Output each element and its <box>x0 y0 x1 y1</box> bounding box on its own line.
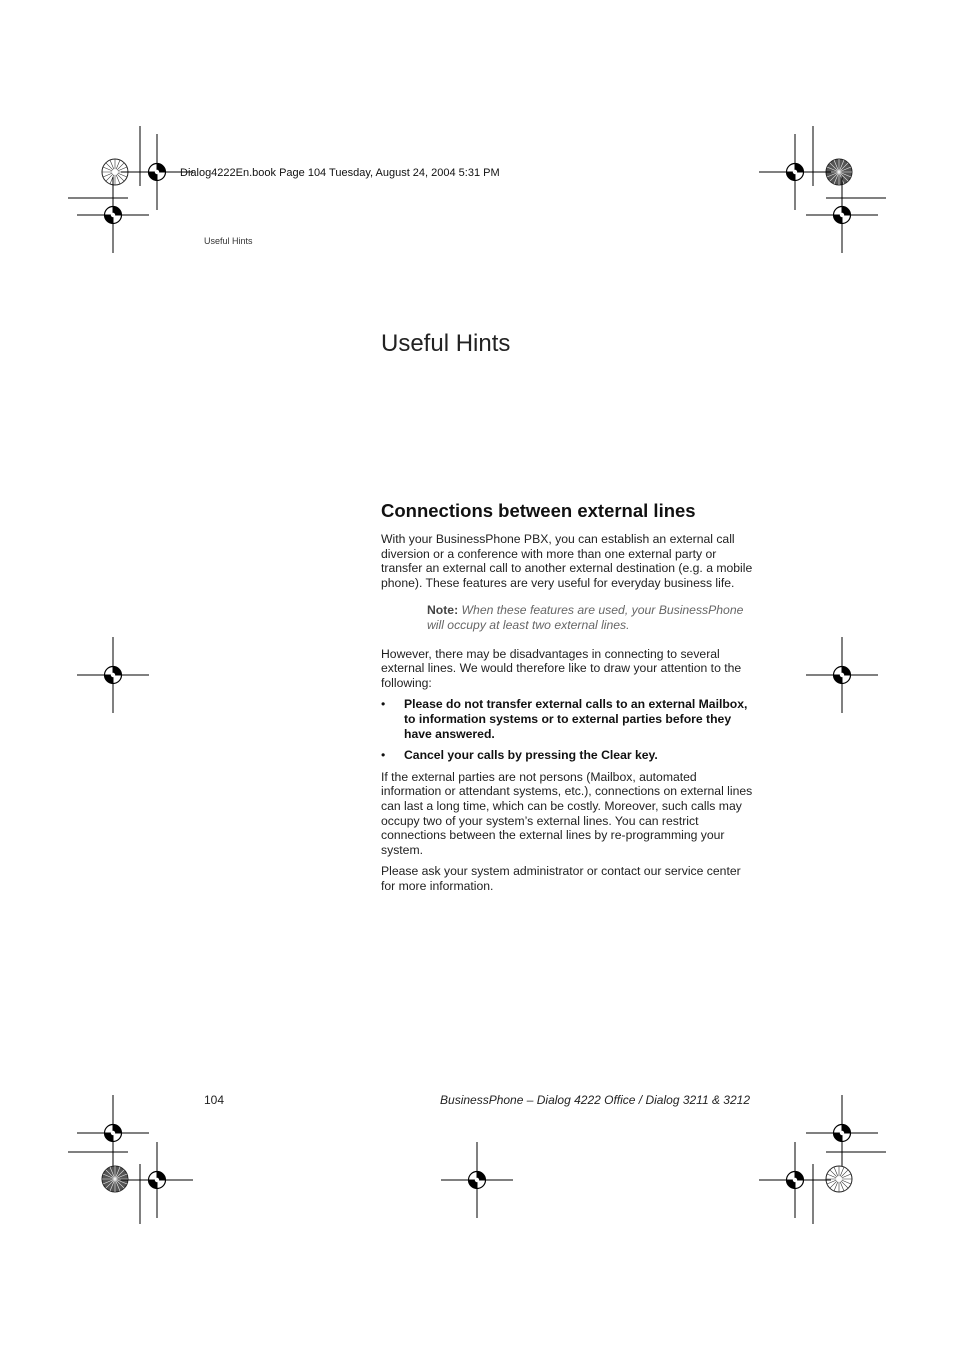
registration-mark-icon <box>77 637 149 713</box>
star-target-icon <box>826 1166 852 1192</box>
running-head: Useful Hints <box>204 236 253 246</box>
star-target-icon <box>102 1166 128 1192</box>
paragraph: However, there may be disadvantages in connecting to several external lines. We would therefore like to draw your attention to the following: <box>381 646 742 690</box>
body-text <box>381 532 753 900</box>
section-heading: Connections between external lines <box>381 500 696 521</box>
page-number: 104 <box>204 1093 225 1107</box>
registration-mark-icon <box>77 177 149 253</box>
registration-mark-icon <box>806 177 878 253</box>
bullet-icon: • <box>381 748 386 763</box>
file-info-header: Dialog4222En.book Page 104 Tuesday, August 24, 2004 5:31 PM <box>180 167 500 179</box>
paragraph: With your BusinessPhone PBX, you can establish an external call diversion or a conference with more than one external party or transfer an external call to another external destination (e.g. a mobile phone). These features are very useful for everyday business life. <box>381 532 753 590</box>
list-item-text: Please do not transfer external calls to an external Mailbox, to information systems or to external parties before they have answered. <box>404 697 748 741</box>
product-footer: BusinessPhone – Dialog 4222 Office / Dialog 3211 & 3212 <box>440 1093 750 1107</box>
registration-mark-icon <box>806 1095 878 1171</box>
paragraph: Please ask your system administrator or contact our service center for more information. <box>381 864 741 893</box>
registration-mark-icon <box>759 134 831 210</box>
registration-mark-icon <box>121 1142 193 1218</box>
bullet-list <box>381 697 753 762</box>
page-title: Useful Hints <box>381 330 511 357</box>
bullet-icon: • <box>381 697 386 712</box>
note-text: When these features are used, your BusinessPhone will occupy at least two external lines. <box>427 603 744 632</box>
paragraph: If the external parties are not persons (Mailbox, automated information or attendant systems, etc.), connections on external lines can last a long time, which can be costly. Moreover, such calls may occupy two of your system’s external lines. You can restrict connections between the external lines by re-programming your system. <box>381 769 753 857</box>
note-label: Note: <box>427 603 459 618</box>
note <box>427 603 753 632</box>
registration-mark-icon <box>77 1095 149 1171</box>
registration-mark-icon <box>441 1142 513 1218</box>
registration-mark-icon <box>806 637 878 713</box>
list-item <box>381 697 753 741</box>
registration-mark-icon <box>759 1142 831 1218</box>
list-item-text: Cancel your calls by pressing the Clear key. <box>404 748 658 763</box>
list-item <box>381 748 753 763</box>
